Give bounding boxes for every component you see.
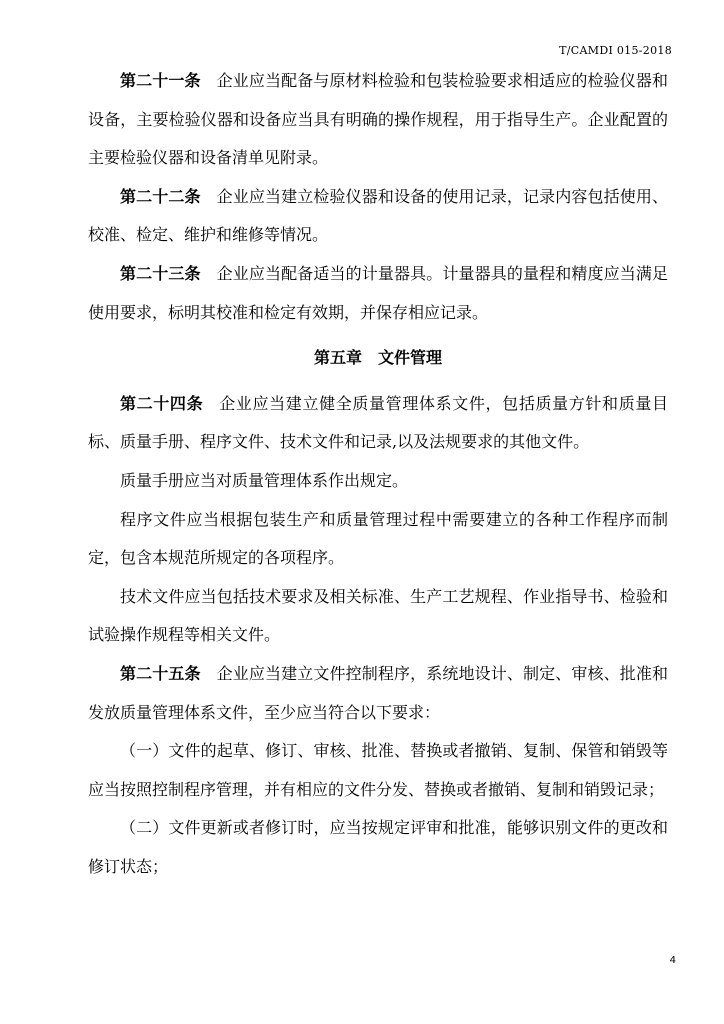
article-21: [88, 62, 668, 178]
article-21-title: 第二十一条: [120, 71, 201, 90]
chapter-name: 文件管理: [378, 348, 443, 368]
document-body: [88, 62, 668, 886]
article-24-paragraph-4: 技术文件应当包括技术要求及相关标准、生产工艺规程、作业指导书、检验和试验操作规程等相关文件。: [88, 586, 668, 645]
chapter-number: 第五章: [313, 348, 362, 368]
article-25-title: 第二十五条: [120, 663, 201, 683]
article-23: [88, 255, 668, 332]
article-25-item-1: （一）文件的起草、修订、审核、批准、替换或者撤销、复制、保管和销毁等应当按照控制程序管理，并有相应的文件分发、替换或者撤销、复制和销毁记录；: [88, 741, 668, 799]
article-23-text: 企业应当配备适当的计量器具。计量器具的量程和精度应当满足使用要求，标明其校准和检定有效期，并保存相应记录。: [88, 263, 668, 322]
article-23-title: 第二十三条: [120, 263, 201, 283]
chapter-heading: [88, 332, 668, 385]
article-24-text: 企业应当建立健全质量管理体系文件，包括质量方针和质量目标、质量手册、程序文件、技术文件和记录,以及法规要求的其他文件。: [88, 393, 668, 452]
article-25-item-2: （二）文件更新或者修订时，应当按规定评审和批准，能够识别文件的更改和修订状态；: [88, 818, 668, 876]
article-24-title: 第二十四条: [120, 393, 204, 413]
document-code: T/CAMDI 015-2018: [559, 44, 672, 57]
page-number: 4: [669, 955, 676, 966]
article-25: [88, 655, 668, 732]
article-24: [88, 385, 668, 462]
article-24-paragraph-2: 质量手册应当对质量管理体系作出规定。: [120, 470, 409, 490]
article-25-text: 企业应当建立文件控制程序，系统地设计、制定、审核、批准和发放质量管理体系文件，至少应当符合以下要求：: [88, 663, 668, 722]
article-22-text: 企业应当建立检验仪器和设备的使用记录，记录内容包括使用、校准、检定、维护和维修等情况。: [88, 186, 668, 245]
article-21-text: 企业应当配备与原材料检验和包装检验要求相适应的检验仪器和设备，主要检验仪器和设备应当具有明确的操作规程，用于指导生产。企业配置的主要检验仪器和设备清单见附录。: [88, 71, 668, 168]
article-24-paragraph-3: 程序文件应当根据包装生产和质量管理过程中需要建立的各种工作程序而制定，包含本规范所规定的各项程序。: [88, 509, 668, 568]
article-22: [88, 178, 668, 255]
article-22-title: 第二十二条: [120, 186, 201, 206]
